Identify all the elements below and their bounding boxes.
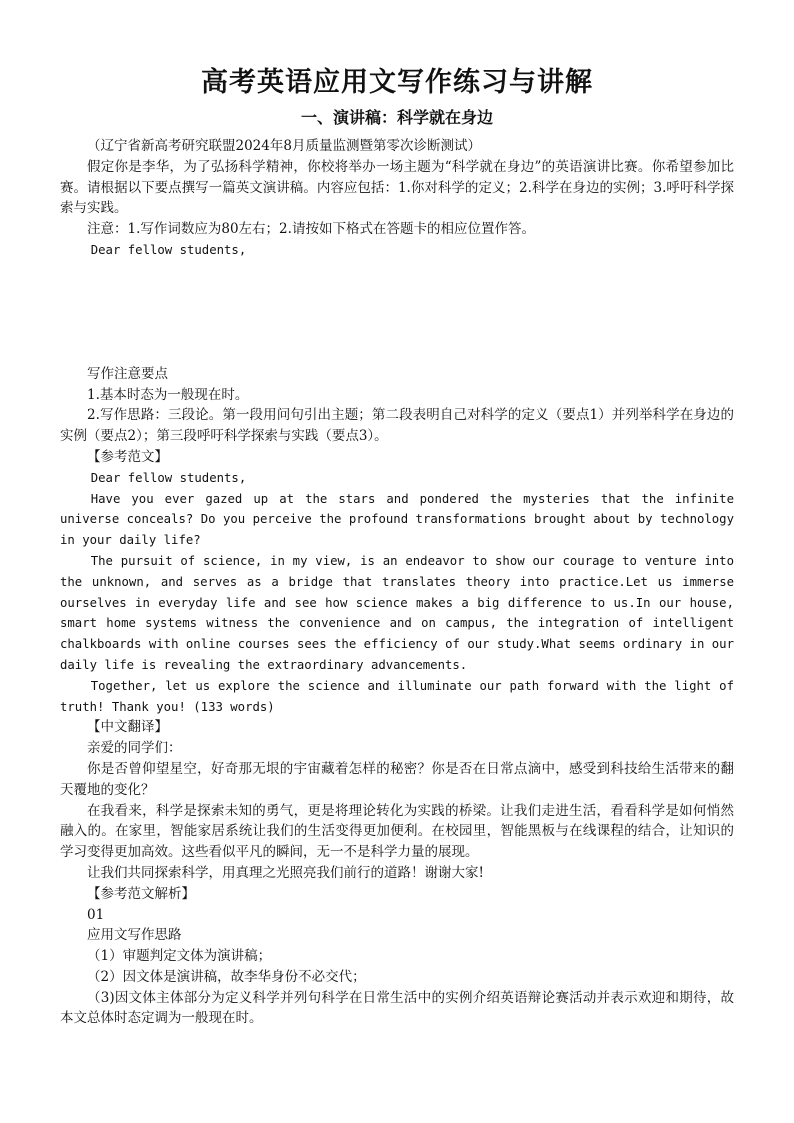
sample-paragraph-1: Have you ever gazed up at the stars and pondered the mysteries that the infinite universe conceals? Do you perceive the profound transformations brought about by technology in your daily life? [60, 491, 734, 548]
translation-paragraph-2: 在我看来，科学是探索未知的勇气，更是将理论转化为实践的桥梁。让我们走进生活，看看科学是如何悄然融入的。在家里，智能家居系统让我们的生活变得更加便利。在校园里，智能黑板与在线课程的结合，让知识的学习变得更加高效。这些看似平凡的瞬间，无一不是科学力量的展现。 [60, 802, 734, 861]
analysis-item-3: （3)因文体主体部分为定义科学并列句科学在日常生活中的实例介绍英语辩论赛活动并表示欢迎和期待，故本文总体时态定调为一般现在时。 [60, 989, 734, 1027]
translation-paragraph-1: 你是否曾仰望星空，好奇那无垠的宇宙藏着怎样的秘密？你是否在日常点滴中，感受到科技给生活带来的翻天覆地的变化？ [60, 760, 734, 798]
section-title: 一、演讲稿：科学就在身边 [300, 108, 493, 127]
tips-heading: 写作注意要点 [87, 365, 168, 382]
answer-space [60, 261, 734, 364]
task-note: 注意：1.写作词数应为80左右；2.请按如下格式在答题卡的相应位置作答。 [87, 221, 535, 238]
sample-heading: 【参考范文】 [87, 448, 168, 465]
translation-greeting: 亲爱的同学们： [87, 740, 182, 757]
translation-paragraph-3: 让我们共同探索科学，用真理之光照亮我们前行的道路！谢谢大家! [87, 864, 484, 881]
analysis-number: 01 [87, 906, 105, 923]
sample-paragraph-2: The pursuit of science, in my view, is an endeavor to show our courage to venture into the unknown, and serves as a bridge that translates theory into practice.Let us immerse ourselves in everyday life and see how science makes a big difference to us.In our house, smart home systems witness the convenience and on campus, the integration of intelligent chalkboards with online courses sees the efficiency of our study.What seems ordinary in our daily life is revealing the extraordinary advancements. [60, 553, 734, 672]
task-source: （辽宁省新高考研究联盟2024年8月质量监测暨第零次诊断测试） [87, 138, 481, 154]
translation-heading: 【中文翻译】 [87, 719, 168, 736]
task-greeting: Dear fellow students, [90, 242, 247, 257]
tips-item-1: 1.基本时态为一般现在时。 [87, 386, 249, 403]
sample-paragraph-3: Together, let us explore the science and illuminate our path forward with the light of truth! Thank you! (133 words) [60, 678, 734, 714]
analysis-item-2: （2）因文体是演讲稿，故李华身份不必交代； [87, 968, 366, 985]
task-prompt: 假定你是李华，为了弘扬科学精神，你校将举办一场主题为“科学就在身边”的英语演讲比赛。你希望参加比赛。请根据以下要点撰写一篇英文演讲稿。内容应包括：1.你对科学的定义；2.科学在身边的实例；3.呼吁科学探索与实践。 [60, 158, 734, 217]
document-title: 高考英语应用文写作练习与讲解 [201, 67, 593, 98]
sample-greeting: Dear fellow students, [90, 470, 247, 485]
analysis-item-1: （1）审题判定文体为演讲稿； [87, 948, 272, 965]
analysis-heading: 【参考范文解析】 [87, 885, 195, 902]
tips-item-2: 2.写作思路：三段论。第一段用问句引出主题；第二段表明自己对科学的定义（要点1）并列举科学在身边的实例（要点2）；第三段呼吁科学探索与实践（要点3）。 [60, 407, 734, 445]
analysis-subheading: 应用文写作思路 [87, 927, 182, 944]
